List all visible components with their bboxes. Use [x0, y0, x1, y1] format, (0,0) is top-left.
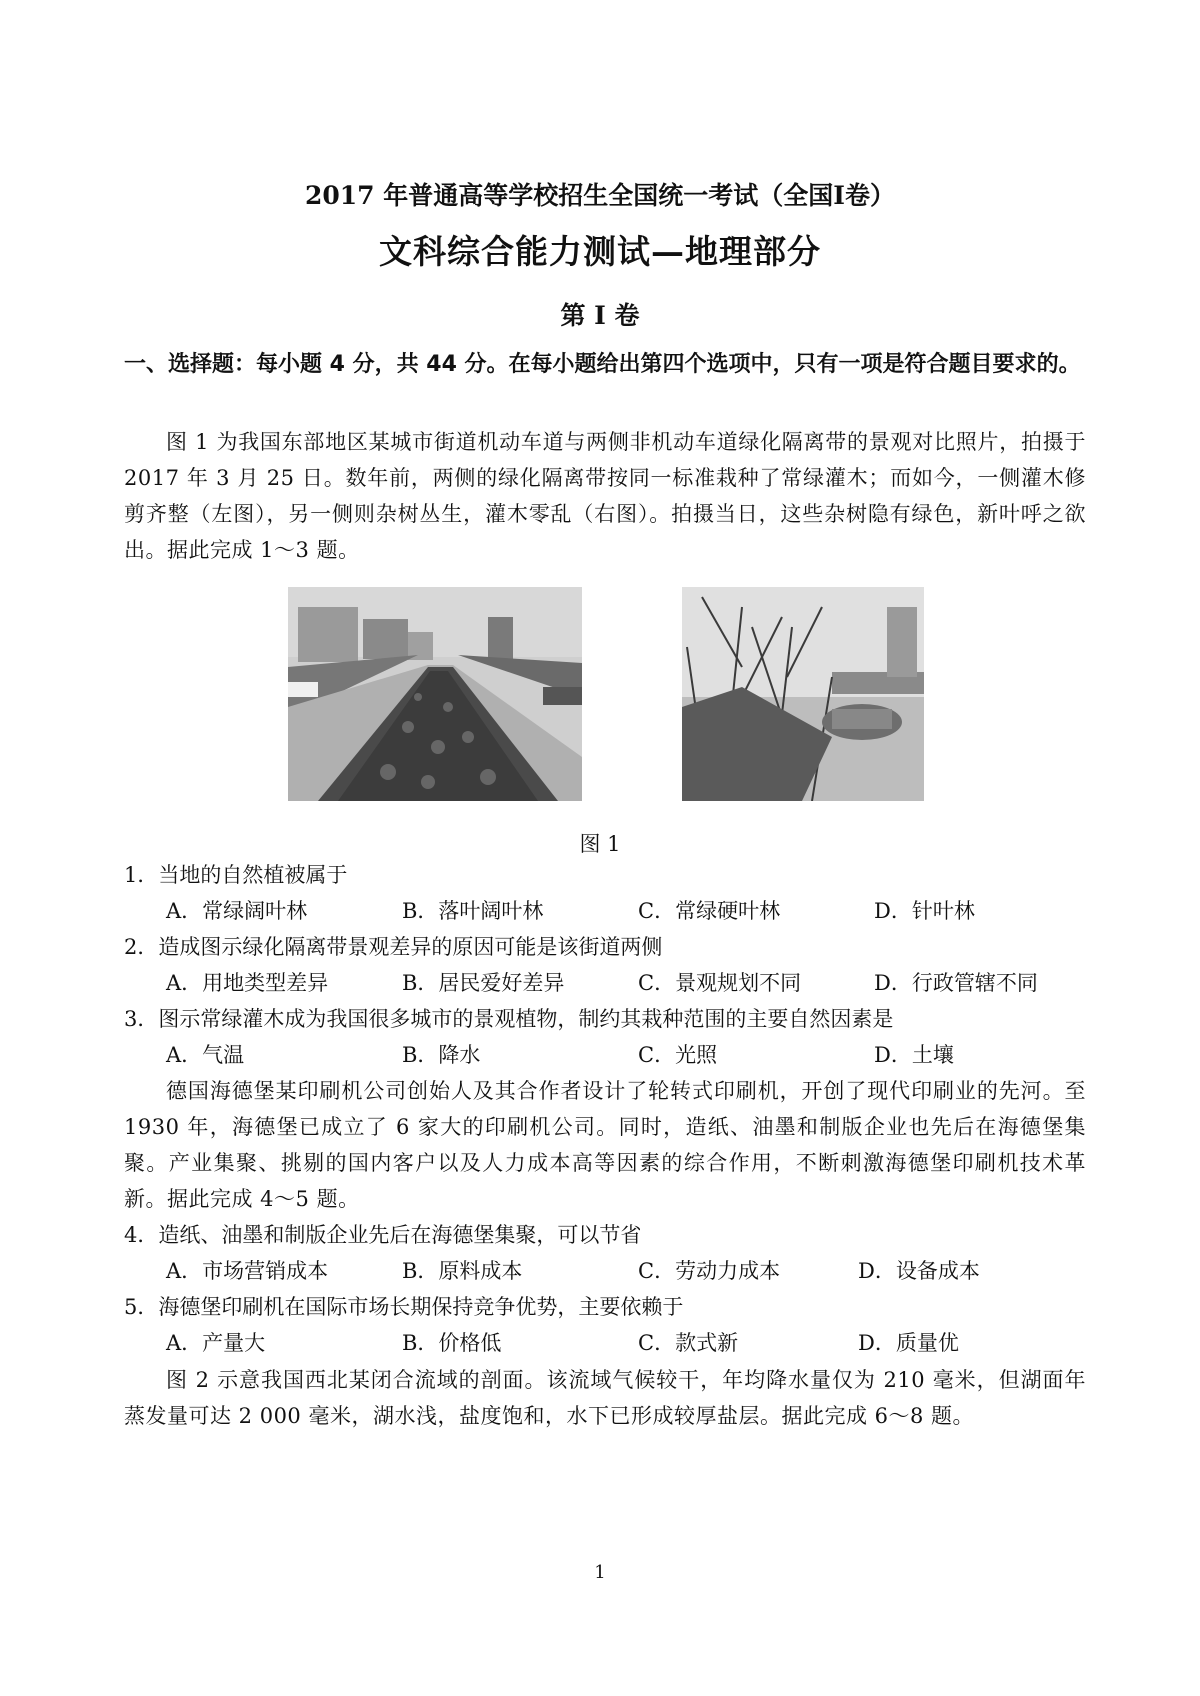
question-1-option-d: D．针叶林 [874, 899, 975, 923]
question-5-option-d: D．质量优 [858, 1331, 959, 1355]
question-1-stem: 1．当地的自然植被属于 [124, 863, 348, 887]
passage-3: 图 2 示意我国西北某闭合流域的剖面。该流域气候较干，年均降水量仅为 210 毫米，但湖面年蒸发量可达 2 000 毫米，湖水浅，盐度饱和，水下已形成较厚盐层。据此完成 6～8 题。 [124, 1368, 1086, 1428]
question-1-option-b: B．落叶阔叶林 [402, 899, 544, 923]
question-4-option-d: D．设备成本 [858, 1259, 980, 1283]
question-4-option-b: B．原料成本 [402, 1259, 523, 1283]
question-1-option-a: A．常绿阔叶林 [166, 899, 308, 923]
question-4-option-c: C．劳动力成本 [638, 1259, 781, 1283]
question-3-option-b: B．降水 [402, 1043, 481, 1067]
question-2-option-a: A．用地类型差异 [166, 971, 329, 995]
question-3-option-d: D．土壤 [874, 1043, 954, 1067]
question-3-option-a: A．气温 [166, 1043, 245, 1067]
figure-caption: 图 1 [579, 832, 621, 856]
question-1-option-c: C．常绿硬叶林 [638, 899, 781, 923]
question-2-option-b: B．居民爱好差异 [402, 971, 565, 995]
question-5-option-c: C．款式新 [638, 1331, 739, 1355]
question-5-option-b: B．价格低 [402, 1331, 502, 1355]
question-5-stem: 5．海德堡印刷机在国际市场长期保持竞争优势，主要依赖于 [124, 1295, 684, 1319]
question-4-stem: 4．造纸、油墨和制版企业先后在海德堡集聚，可以节省 [124, 1223, 642, 1247]
photo-unkempt-shrubs [682, 587, 924, 801]
question-2-option-c: C．景观规划不同 [638, 971, 802, 995]
section-heading: 一、选择题：每小题 4 分，共 44 分。在每小题给出第四个选项中，只有一项是符合题目要求的。 [124, 352, 1081, 377]
question-5-option-a: A．产量大 [166, 1331, 266, 1355]
page-number: 1 [594, 1562, 606, 1583]
question-3-stem: 3．图示常绿灌木成为我国很多城市的景观植物，制约其栽种范围的主要自然因素是 [124, 1007, 894, 1031]
question-3-option-c: C．光照 [638, 1043, 718, 1067]
question-2-option-d: D．行政管辖不同 [874, 971, 1038, 995]
volume-label: 第 I 卷 [560, 301, 640, 330]
passage-1: 图 1 为我国东部地区某城市街道机动车道与两侧非机动车道绿化隔离带的景观对比照片，拍摄于 2017 年 3 月 25 日。数年前，两侧的绿化隔离带按同一标准栽种了常绿灌木；而如今，一侧灌木修剪齐整（左图），另一侧则杂树丛生，灌木零乱（右图）。拍摄当日，这些杂树隐有绿色，新叶呼之欲出。据此完成 1～3 题。 [124, 430, 1086, 562]
photo-trimmed-hedge [288, 587, 582, 801]
question-2-stem: 2．造成图示绿化隔离带景观差异的原因可能是该街道两侧 [124, 935, 663, 959]
question-4-option-a: A．市场营销成本 [166, 1259, 329, 1283]
exam-subtitle: 文科综合能力测试—地理部分 [379, 232, 821, 271]
exam-title: 2017 年普通高等学校招生全国统一考试（全国Ⅰ卷） [305, 181, 895, 210]
passage-2: 德国海德堡某印刷机公司创始人及其合作者设计了轮转式印刷机，开创了现代印刷业的先河。至 1930 年，海德堡已成立了 6 家大的印刷机公司。同时，造纸、油墨和制版企业也先后在海德堡集聚。产业集聚、挑剔的国内客户以及人力成本高等因素的综合作用，不断刺激海德堡印刷机技术革新。据此完成 4～5 题。 [124, 1079, 1086, 1211]
